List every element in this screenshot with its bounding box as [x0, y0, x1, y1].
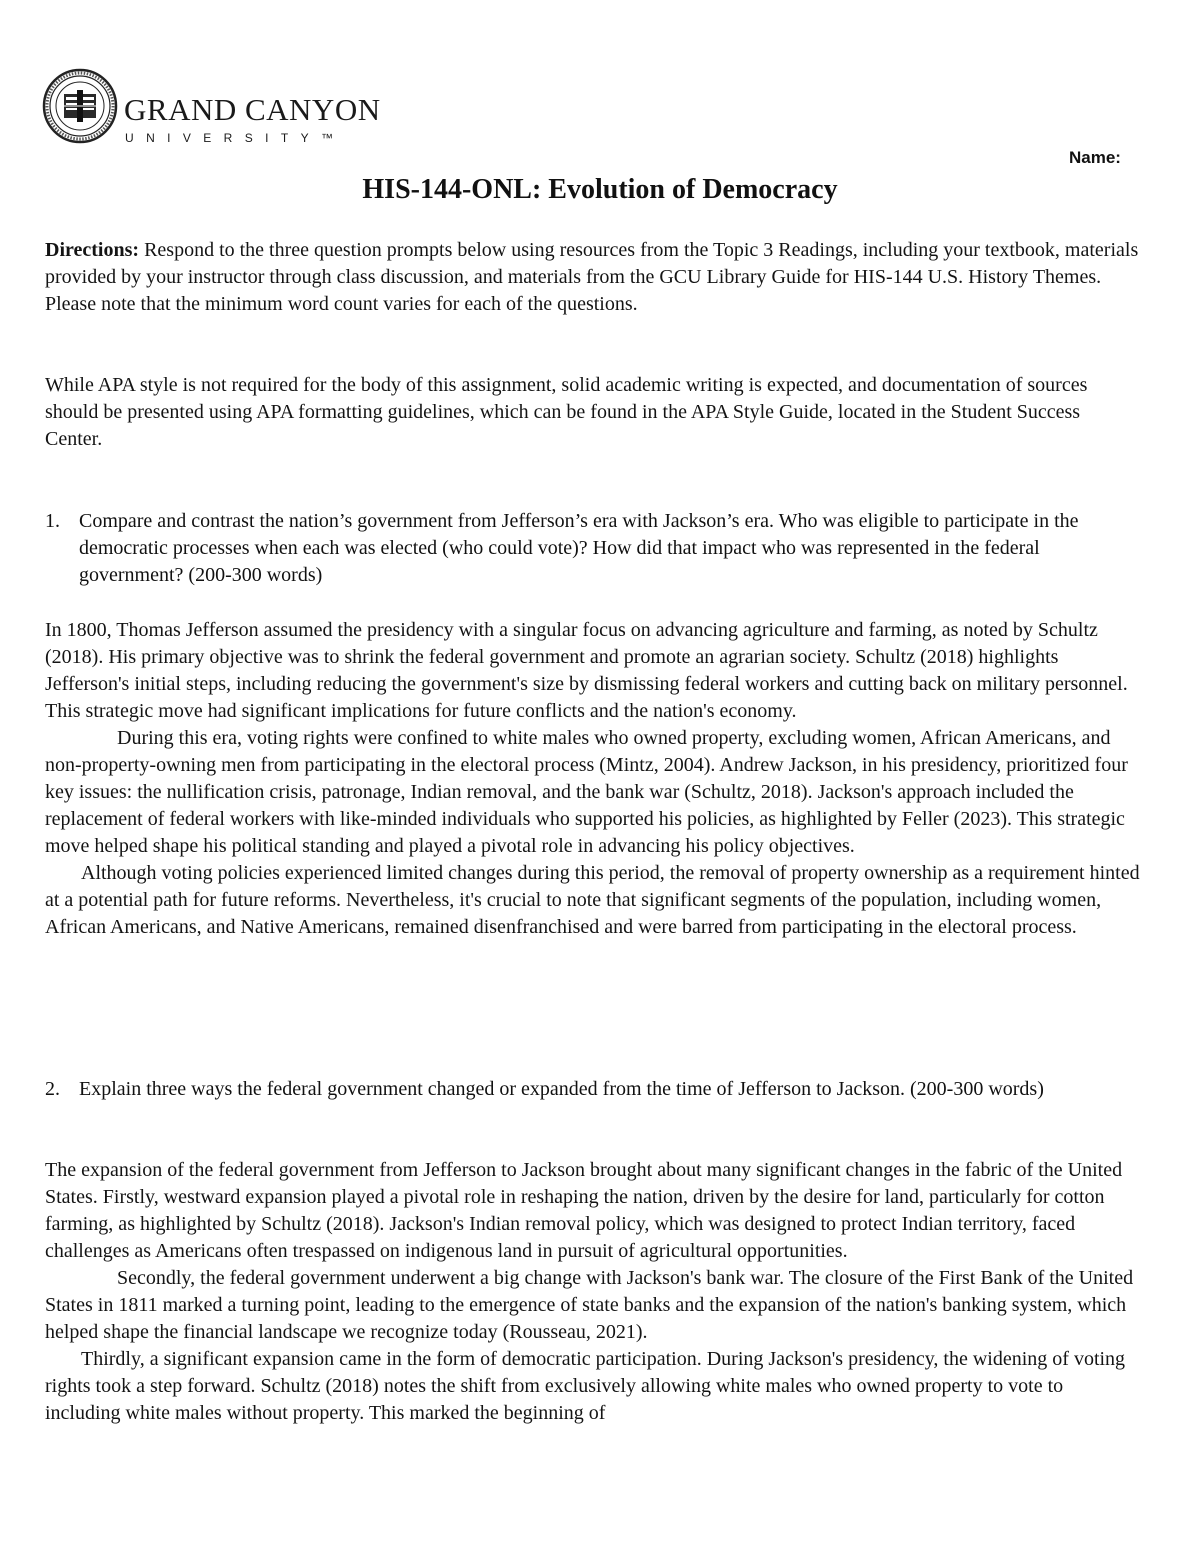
answer-paragraph: Thirdly, a significant expansion came in the form of democratic participation. During Jackson's presidency, the widening of voting rights took a step forward. Schultz (2018) notes the shift from exclusively allowing white males who owned property to vote to including white males without property. This marked the beginning of [45, 1348, 1126, 1424]
answer-paragraph: Although voting policies experienced limited changes during this period, the removal of property ownership as a requirement hinted at a potential path for future reforms. Nevertheless, it's crucial to note that significant segments of the population, including women, African Americans, and Native Americans, remained disenfranchised and were barred from participating in the electoral process. [45, 862, 1140, 938]
university-logo [42, 68, 387, 150]
name-field-label: Name: [1069, 148, 1121, 167]
question-2 [45, 1076, 1140, 1103]
page-title: HIS-144-ONL: Evolution of Democracy [362, 174, 838, 205]
question-prompt: Compare and contrast the nation’s government from Jefferson’s era with Jackson’s era. Who was eligible to participate in the democratic processes when each was elected (who could vote)? How did that impact who was represented in the federal government? (200-300 words) [79, 510, 1079, 586]
directions-text: Respond to the three question prompts below using resources from the Topic 3 Readings, including your textbook, materials provided by your instructor through class discussion, and materials from the GCU Library Guide for HIS-144 U.S. History Themes. Please note that the minimum word count varies for each of the questions. [45, 239, 1139, 315]
brand-name: GRAND CANYON [124, 92, 381, 127]
brand-subtitle: UNIVERSITY™ [125, 131, 346, 145]
answer-paragraph: Secondly, the federal government underwent a big change with Jackson's bank war. The closure of the First Bank of the United States in 1811 marked a turning point, leading to the emergence of state banks and the expansion of the nation's banking system, which helped shape the financial landscape we recognize today (Rousseau, 2021). [45, 1267, 1134, 1343]
answer-paragraph: The expansion of the federal government from Jefferson to Jackson brought about many significant changes in the fabric of the United States. Firstly, westward expansion played a pivotal role in reshaping the nation, driven by the desire for land, particularly for cotton farming, as highlighted by Schultz (2018). Jackson's Indian removal policy, which was designed to protect Indian territory, faced challenges as Americans often trespassed on indigenous land in pursuit of agricultural opportunities. [45, 1159, 1123, 1262]
question-1 [45, 508, 1140, 589]
question-prompt: Explain three ways the federal government changed or expanded from the time of Jefferson to Jackson. (200-300 words) [79, 1078, 1044, 1100]
answer-1 [45, 617, 1140, 941]
apa-note-paragraph [45, 372, 1140, 453]
answer-paragraph: During this era, voting rights were confined to white males who owned property, excluding women, African Americans, and non-property-owning men from participating in the electoral process (Mintz, 2004). Andrew Jackson, in his presidency, prioritized four key issues: the nullification crisis, patronage, Indian removal, and the bank war (Schultz, 2018). Jackson's approach included the replacement of federal workers with like-minded individuals who supported his policies, as highlighted by Feller (2023). This strategic move helped shape his political standing and played a pivotal role in advancing his policy objectives. [45, 727, 1128, 857]
answer-2 [45, 1157, 1140, 1427]
question-number: 2. [45, 1078, 60, 1100]
directions-paragraph [45, 237, 1140, 318]
directions-label: Directions: [45, 239, 140, 261]
university-seal-icon [42, 68, 122, 148]
apa-note-text: While APA style is not required for the body of this assignment, solid academic writing is expected, and documentation of sources should be presented using APA formatting guidelines, which can be found in the APA Style Guide, located in the Student Success Center. [45, 374, 1088, 450]
answer-paragraph: In 1800, Thomas Jefferson assumed the presidency with a singular focus on advancing agriculture and farming, as noted by Schultz (2018). His primary objective was to shrink the federal government and promote an agrarian society. Schultz (2018) highlights Jefferson's initial steps, including reducing the government's size by dismissing federal workers and cutting back on military personnel. This strategic move had significant implications for future conflicts and the nation's economy. [45, 619, 1128, 722]
question-number: 1. [45, 510, 60, 532]
